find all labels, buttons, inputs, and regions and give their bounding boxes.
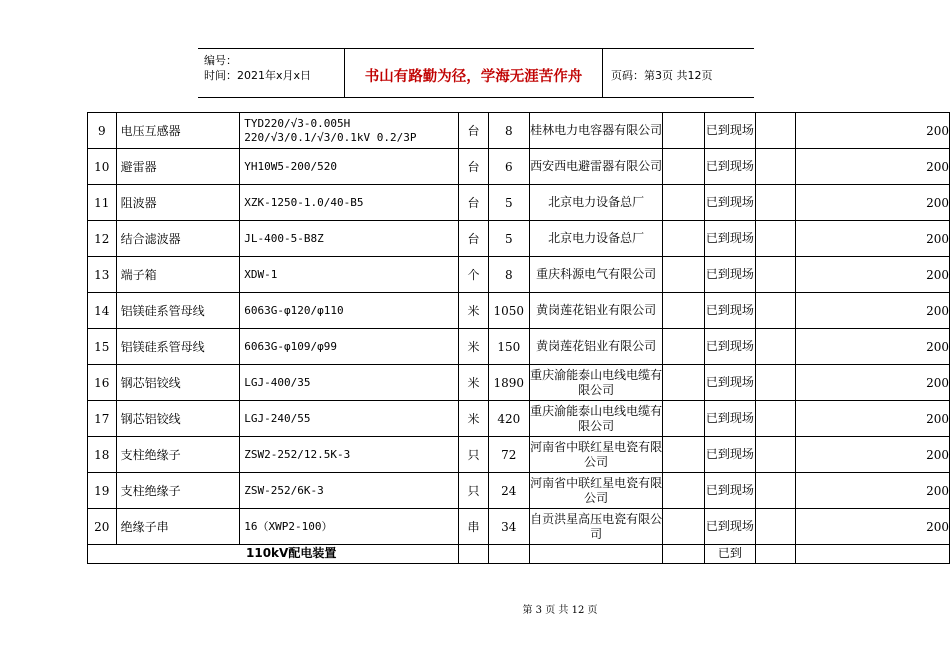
item-date: 200 [796,401,950,437]
item-unit: 台 [459,185,488,221]
item-blank-col [663,473,705,509]
table-row [88,257,950,293]
section-blank-cell [663,545,705,564]
item-quantity: 34 [488,509,529,545]
item-model [240,365,459,401]
item-manufacturer: 河南省中联红星电瓷有限公司 [530,437,663,473]
model-line: LGJ-240/55 [244,411,311,425]
item-quantity: 1050 [488,293,529,329]
row-number: 14 [88,293,117,329]
item-blank-col [663,329,705,365]
item-manufacturer: 河南省中联红星电瓷有限公司 [530,473,663,509]
item-date: 200 [796,473,950,509]
item-name: 铝镁硅系管母线 [116,293,240,329]
page-info: 页码：第3页 共12页 [611,69,713,82]
item-unit: 米 [459,293,488,329]
item-blank-col [663,365,705,401]
item-manufacturer: 桂林电力电容器有限公司 [530,113,663,149]
item-status: 已到现场 [704,329,755,365]
item-quantity: 24 [488,473,529,509]
header-meta-cell [198,49,345,97]
item-model [240,293,459,329]
item-quantity: 420 [488,401,529,437]
table-row [88,149,950,185]
item-blank-col [663,257,705,293]
row-number: 9 [88,113,117,149]
item-unit: 台 [459,221,488,257]
item-unit: 个 [459,257,488,293]
item-date: 200 [796,221,950,257]
header-page-cell [603,49,754,97]
item-blank-col [756,113,796,149]
section-title: 110kV配电装置 [88,545,459,564]
item-date: 200 [796,437,950,473]
item-blank-col [756,185,796,221]
item-blank-col [756,221,796,257]
item-manufacturer: 自贡洪星高压电瓷有限公司 [530,509,663,545]
item-manufacturer: 重庆科源电气有限公司 [530,257,663,293]
page-header [198,48,754,98]
item-status: 已到现场 [704,473,755,509]
table-row [88,293,950,329]
model-line: ZSW-252/6K-3 [244,483,324,497]
date-line: 时间：2021年x月x日 [204,69,312,82]
item-status: 已到现场 [704,437,755,473]
row-number: 15 [88,329,117,365]
item-model [240,401,459,437]
item-model [240,185,459,221]
row-number: 11 [88,185,117,221]
table-row [88,437,950,473]
item-blank-col [663,185,705,221]
item-model [240,473,459,509]
model-line: JL-400-5-B8Z [244,231,324,245]
row-number: 19 [88,473,117,509]
model-line: YH10W5-200/520 [244,159,337,173]
item-quantity: 72 [488,437,529,473]
item-date: 200 [796,293,950,329]
item-quantity: 8 [488,113,529,149]
equipment-table-body [88,113,950,564]
model-line: TYD220/√3-0.005H [244,116,351,130]
item-blank-col [756,257,796,293]
table-row [88,473,950,509]
item-unit: 米 [459,401,488,437]
item-blank-col [756,293,796,329]
item-blank-col [663,401,705,437]
item-manufacturer: 重庆渝能泰山电线电缆有限公司 [530,401,663,437]
motto-text: 书山有路勤为径，学海无涯苦作舟 [364,69,583,85]
item-unit: 台 [459,149,488,185]
item-quantity: 8 [488,257,529,293]
item-blank-col [756,401,796,437]
item-blank-col [663,149,705,185]
item-name: 铝镁硅系管母线 [116,329,240,365]
item-unit: 串 [459,509,488,545]
item-model [240,149,459,185]
model-line: 220/√3/0.1/√3/0.1kV 0.2/3P [244,130,417,144]
row-number: 18 [88,437,117,473]
item-model [240,329,459,365]
row-number: 20 [88,509,117,545]
row-number: 17 [88,401,117,437]
item-status: 已到现场 [704,293,755,329]
table-row [88,221,950,257]
model-line: XDW-1 [244,267,278,281]
section-row [88,545,950,564]
page-footer [0,601,950,616]
item-date: 200 [796,329,950,365]
item-date: 200 [796,149,950,185]
table-row [88,365,950,401]
item-quantity: 5 [488,221,529,257]
item-manufacturer: 北京电力设备总厂 [530,221,663,257]
table-row [88,401,950,437]
item-unit: 只 [459,437,488,473]
item-blank-col [663,509,705,545]
model-line: ZSW2-252/12.5K-3 [244,447,351,461]
item-blank-col [756,365,796,401]
item-blank-col [756,149,796,185]
item-quantity: 5 [488,185,529,221]
item-blank-col [756,437,796,473]
item-date: 200 [796,257,950,293]
table-row [88,329,950,365]
item-model [240,437,459,473]
item-quantity: 150 [488,329,529,365]
item-name: 阻波器 [116,185,240,221]
item-blank-col [756,473,796,509]
table-row [88,113,950,149]
item-model [240,113,459,149]
model-line: LGJ-400/35 [244,375,311,389]
item-quantity: 1890 [488,365,529,401]
equipment-table [87,112,950,564]
section-blank-cell [796,545,950,564]
item-manufacturer: 黄岗莲花铝业有限公司 [530,329,663,365]
row-number: 16 [88,365,117,401]
item-blank-col [663,113,705,149]
item-manufacturer: 重庆渝能泰山电线电缆有限公司 [530,365,663,401]
section-blank-cell [488,545,529,564]
item-manufacturer: 西安西电避雷器有限公司 [530,149,663,185]
item-status: 已到现场 [704,509,755,545]
item-status: 已到现场 [704,257,755,293]
section-blank-cell [530,545,663,564]
item-name: 结合滤波器 [116,221,240,257]
item-manufacturer: 黄岗莲花铝业有限公司 [530,293,663,329]
footer-page-number: 第 3 页 共 12 页 [522,605,598,616]
section-status: 已到 [704,545,755,564]
item-blank-col [663,437,705,473]
item-name: 支柱绝缘子 [116,473,240,509]
item-model [240,257,459,293]
item-status: 已到现场 [704,185,755,221]
item-manufacturer: 北京电力设备总厂 [530,185,663,221]
section-blank-cell [459,545,488,564]
item-blank-col [756,509,796,545]
model-line: XZK-1250-1.0/40-B5 [244,195,364,209]
item-quantity: 6 [488,149,529,185]
table-row [88,185,950,221]
item-unit: 米 [459,365,488,401]
section-blank-cell [756,545,796,564]
item-name: 电压互感器 [116,113,240,149]
row-number: 13 [88,257,117,293]
item-model [240,221,459,257]
item-date: 200 [796,185,950,221]
item-model [240,509,459,545]
item-date: 200 [796,509,950,545]
model-line: 16（XWP2-100） [244,519,333,533]
item-unit: 台 [459,113,488,149]
item-status: 已到现场 [704,365,755,401]
item-date: 200 [796,365,950,401]
table-row [88,509,950,545]
item-blank-col [663,293,705,329]
item-name: 绝缘子串 [116,509,240,545]
item-name: 钢芯铝铰线 [116,365,240,401]
item-name: 端子箱 [116,257,240,293]
item-name: 避雷器 [116,149,240,185]
item-date: 200 [796,113,950,149]
item-unit: 米 [459,329,488,365]
item-name: 支柱绝缘子 [116,437,240,473]
item-status: 已到现场 [704,113,755,149]
model-line: 6063G-φ109/φ99 [244,339,337,353]
doc-number-label: 编号： [204,54,237,67]
item-name: 钢芯铝铰线 [116,401,240,437]
item-blank-col [756,329,796,365]
row-number: 12 [88,221,117,257]
item-status: 已到现场 [704,401,755,437]
model-line: 6063G-φ120/φ110 [244,303,344,317]
header-motto-cell [345,49,603,97]
item-status: 已到现场 [704,221,755,257]
item-unit: 只 [459,473,488,509]
item-blank-col [663,221,705,257]
row-number: 10 [88,149,117,185]
item-status: 已到现场 [704,149,755,185]
